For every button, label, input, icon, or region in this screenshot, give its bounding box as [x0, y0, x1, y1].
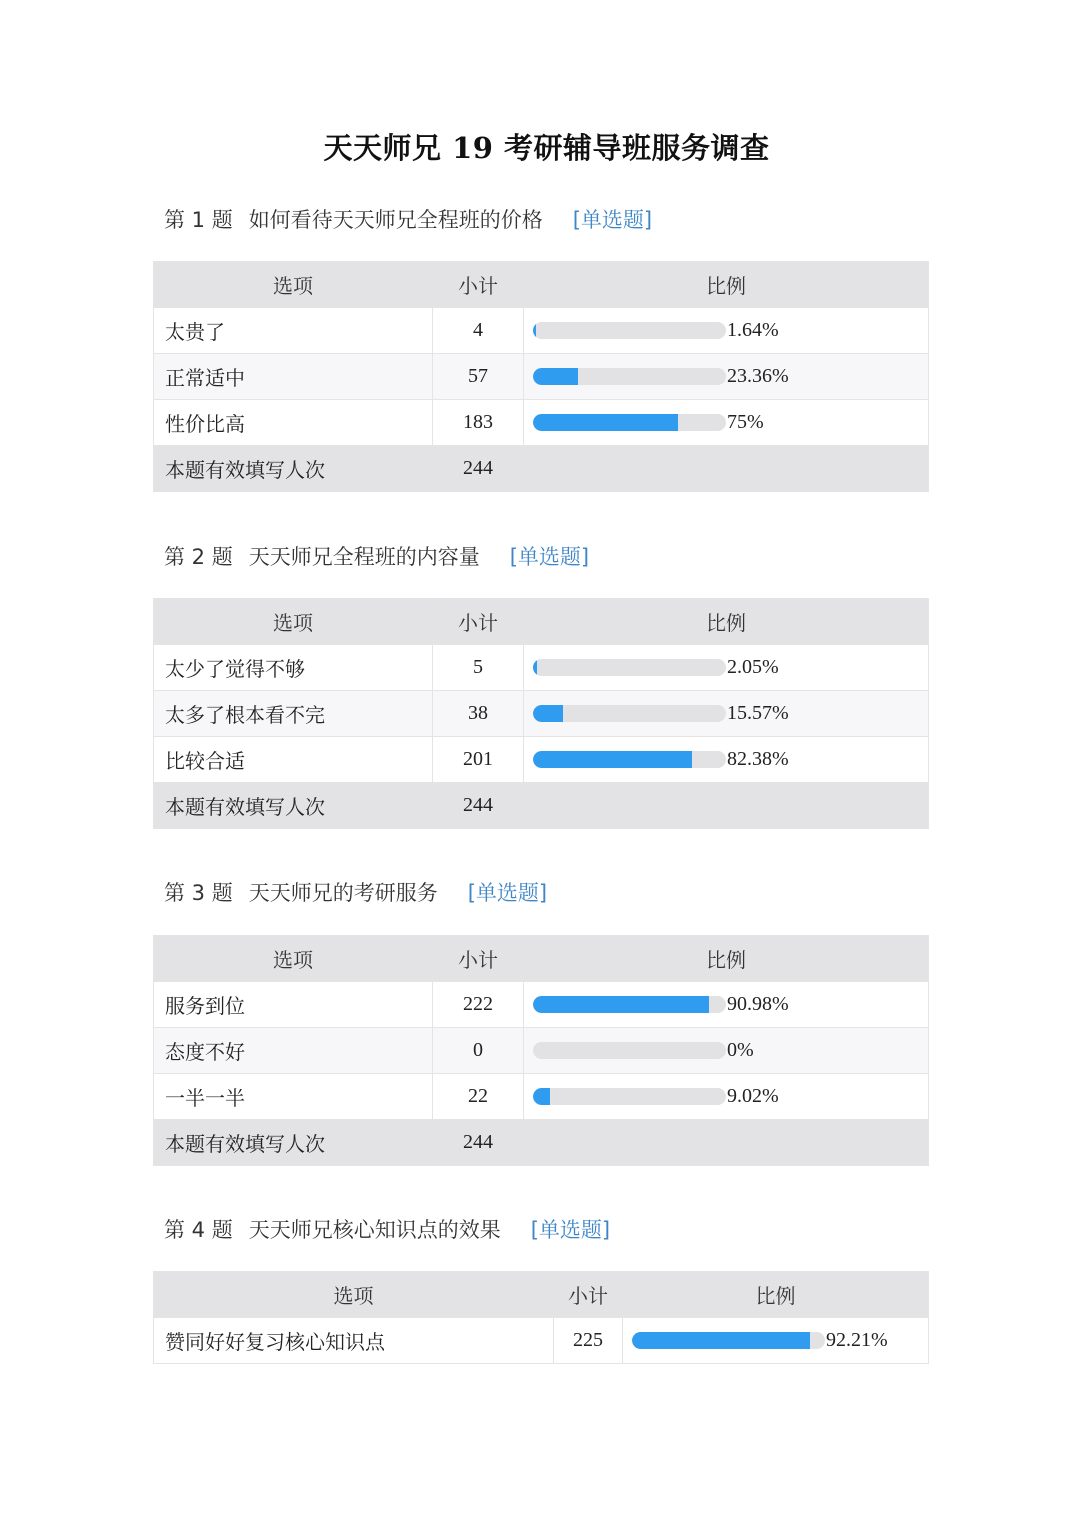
option-ratio: [524, 645, 929, 691]
question-4-title: [164, 1215, 610, 1245]
option-count: 183: [433, 400, 524, 446]
table-header-row: [154, 599, 929, 645]
option-percent: 75%: [727, 411, 764, 434]
table-row: [154, 737, 929, 783]
progress-bar-fill: [533, 1088, 550, 1105]
progress-bar-track: [533, 1088, 726, 1105]
table-row: [154, 982, 929, 1028]
header-option: 选项: [154, 936, 433, 982]
option-count: 38: [433, 691, 524, 737]
progress-bar-track: [533, 996, 726, 1013]
option-label: 比较合适: [154, 737, 433, 783]
progress-bar-fill: [533, 368, 578, 385]
header-count: 小计: [433, 262, 524, 308]
header-count: 小计: [433, 599, 524, 645]
total-label: 本题有效填写人次: [154, 1120, 433, 1166]
table-row: [154, 1074, 929, 1120]
progress-bar-track: [533, 414, 726, 431]
option-label: 太少了觉得不够: [154, 645, 433, 691]
progress-bar-fill: [533, 705, 563, 722]
progress-bar-track: [533, 1042, 726, 1059]
option-ratio: [524, 308, 929, 354]
option-percent: 92.21%: [826, 1329, 888, 1352]
progress-bar-fill: [632, 1332, 810, 1349]
option-count: 222: [433, 982, 524, 1028]
total-row: [154, 783, 929, 829]
header-ratio: 比例: [524, 599, 929, 645]
question-2-title: [164, 542, 589, 572]
option-label: 赞同好好复习核心知识点: [154, 1318, 554, 1364]
header-ratio: 比例: [524, 936, 929, 982]
option-ratio: [524, 400, 929, 446]
progress-bar-track: [632, 1332, 825, 1349]
question-type-tag: [单选题]: [509, 545, 590, 569]
header-option: 选项: [154, 599, 433, 645]
question-text: 天天师兄全程班的内容量: [248, 545, 480, 569]
question-type-tag: [单选题]: [530, 1218, 611, 1242]
total-count: 244: [433, 446, 524, 492]
question-4-results-table: [153, 1271, 929, 1364]
page-title: 天天师兄 19 考研辅导班服务调查: [323, 131, 770, 165]
total-empty-cell: [524, 446, 929, 492]
option-percent: 15.57%: [727, 702, 789, 725]
table-row: [154, 400, 929, 446]
table-header-row: [154, 1272, 929, 1318]
option-percent: 1.64%: [727, 319, 779, 342]
option-count: 225: [554, 1318, 623, 1364]
question-text: 如何看待天天师兄全程班的价格: [248, 208, 543, 232]
progress-bar-fill: [533, 414, 678, 431]
option-ratio: [524, 1074, 929, 1120]
total-count: 244: [433, 1120, 524, 1166]
progress-bar-fill: [533, 659, 537, 676]
total-label: 本题有效填写人次: [154, 783, 433, 829]
total-empty-cell: [524, 1120, 929, 1166]
total-empty-cell: [524, 783, 929, 829]
option-count: 4: [433, 308, 524, 354]
question-number: 第 1 题: [164, 208, 233, 232]
question-number: 第 4 题: [164, 1218, 233, 1242]
progress-bar-track: [533, 659, 726, 676]
table-row: [154, 1318, 929, 1364]
option-percent: 90.98%: [727, 993, 789, 1016]
progress-bar-track: [533, 322, 726, 339]
question-1-title: [164, 205, 652, 235]
progress-bar-fill: [533, 996, 709, 1013]
header-ratio: 比例: [524, 262, 929, 308]
option-percent: 82.38%: [727, 748, 789, 771]
option-count: 22: [433, 1074, 524, 1120]
table-header-row: [154, 262, 929, 308]
header-count: 小计: [554, 1272, 623, 1318]
question-3-title: [164, 878, 547, 908]
option-label: 一半一半: [154, 1074, 433, 1120]
option-ratio: [524, 1028, 929, 1074]
total-row: [154, 1120, 929, 1166]
option-label: 正常适中: [154, 354, 433, 400]
option-label: 服务到位: [154, 982, 433, 1028]
option-count: 201: [433, 737, 524, 783]
option-count: 5: [433, 645, 524, 691]
table-row: [154, 354, 929, 400]
option-ratio: [623, 1318, 929, 1364]
total-count: 244: [433, 783, 524, 829]
option-count: 0: [433, 1028, 524, 1074]
option-label: 性价比高: [154, 400, 433, 446]
option-label: 太多了根本看不完: [154, 691, 433, 737]
table-row: [154, 691, 929, 737]
progress-bar-track: [533, 368, 726, 385]
option-count: 57: [433, 354, 524, 400]
question-type-tag: [单选题]: [572, 208, 653, 232]
header-count: 小计: [433, 936, 524, 982]
option-percent: 9.02%: [727, 1085, 779, 1108]
total-label: 本题有效填写人次: [154, 446, 433, 492]
total-row: [154, 446, 929, 492]
question-text: 天天师兄的考研服务: [248, 881, 438, 905]
header-option: 选项: [154, 1272, 554, 1318]
progress-bar-track: [533, 751, 726, 768]
progress-bar-fill: [533, 751, 692, 768]
option-label: 态度不好: [154, 1028, 433, 1074]
option-label: 太贵了: [154, 308, 433, 354]
option-percent: 0%: [727, 1039, 754, 1062]
option-ratio: [524, 982, 929, 1028]
option-ratio: [524, 737, 929, 783]
table-header-row: [154, 936, 929, 982]
option-percent: 23.36%: [727, 365, 789, 388]
question-number: 第 3 题: [164, 881, 233, 905]
question-2-results-table: [153, 598, 929, 829]
question-text: 天天师兄核心知识点的效果: [248, 1218, 501, 1242]
progress-bar-fill: [533, 322, 536, 339]
question-number: 第 2 题: [164, 545, 233, 569]
question-type-tag: [单选题]: [467, 881, 548, 905]
progress-bar-track: [533, 705, 726, 722]
table-row: [154, 1028, 929, 1074]
table-row: [154, 645, 929, 691]
header-ratio: 比例: [623, 1272, 929, 1318]
option-percent: 2.05%: [727, 656, 779, 679]
header-option: 选项: [154, 262, 433, 308]
option-ratio: [524, 354, 929, 400]
question-1-results-table: [153, 261, 929, 492]
table-row: [154, 308, 929, 354]
option-ratio: [524, 691, 929, 737]
question-3-results-table: [153, 935, 929, 1166]
